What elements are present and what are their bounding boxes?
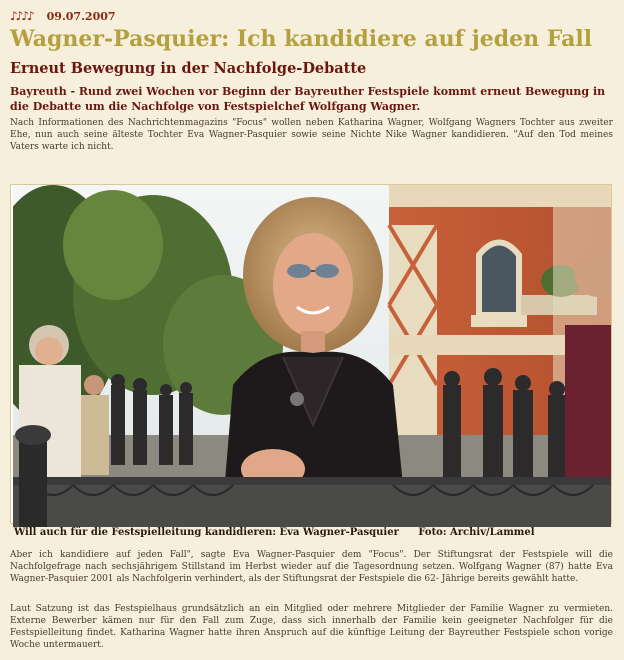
article-title: Wagner-Pasquier: Ich kandidiere auf jeden Fall <box>10 26 593 52</box>
caption-text: Will auch für die Festspielleitung kandidieren: Eva Wagner-Pasquier <box>14 527 399 538</box>
article-paragraph: Nach Informationen des Nachrichtenmagazins "Focus" wollen neben Katharina Wagner, Wolfgang Wagners Tochter aus zweiter Ehe, nun auch seine älteste Tochter Eva Wagner-Pasquier sowie seine Nichte Nike Wagner kandidieren. "Auf den Tod meines Vaters warte ich nicht. <box>10 118 613 152</box>
photo-frame <box>10 184 612 524</box>
photo-credit: Foto: Archiv/Lammel <box>418 527 535 538</box>
article-photo <box>13 185 611 527</box>
article-paragraph: Laut Satzung ist das Festspielhaus grundsätzlich an ein Mitglied oder mehrere Mitglieder der Familie Wagner zu vermieten. Externe Bewerber kämen nur für den Fall zum Zuge, dass sich innerhalb der Familie kein geeigneter Nachfolger für die Festspielleitung findet. Katharina Wagner hatte ihren Anspruch auf die künftige Leitung der Bayreuther Festspiele schon vorige Woche untermauert. <box>10 604 613 650</box>
article-date: 09.07.2007 <box>46 9 116 23</box>
article-header <box>10 6 116 26</box>
article-subtitle: Erneut Bewegung in der Nachfolge-Debatte <box>10 60 367 77</box>
music-notes-icon: ♪♪♪♪ <box>10 9 33 23</box>
article-paragraph: Aber ich kandidiere auf jeden Fall", sagte Eva Wagner-Pasquier dem "Focus". Der Stiftungsrat der Festspiele will die Nachfolgefrage nach sechsjährigem Stillstand im Herbst wieder auf die Tagesordnung setzen. Wolfgang Wagner (87) hatte Eva Wagner-Pasquier 2001 als Nachfolgerin verhindert, als der Stiftungsrat der Festspiele die 62- Jährige bereits gewählt hatte. <box>10 550 613 584</box>
photo-caption <box>14 527 535 541</box>
article-lead: Bayreuth - Rund zwei Wochen vor Beginn der Bayreuther Festspiele kommt erneut Bewegung in die Debatte um die Nachfolge von Festspielchef Wolfgang Wagner. <box>10 85 606 113</box>
